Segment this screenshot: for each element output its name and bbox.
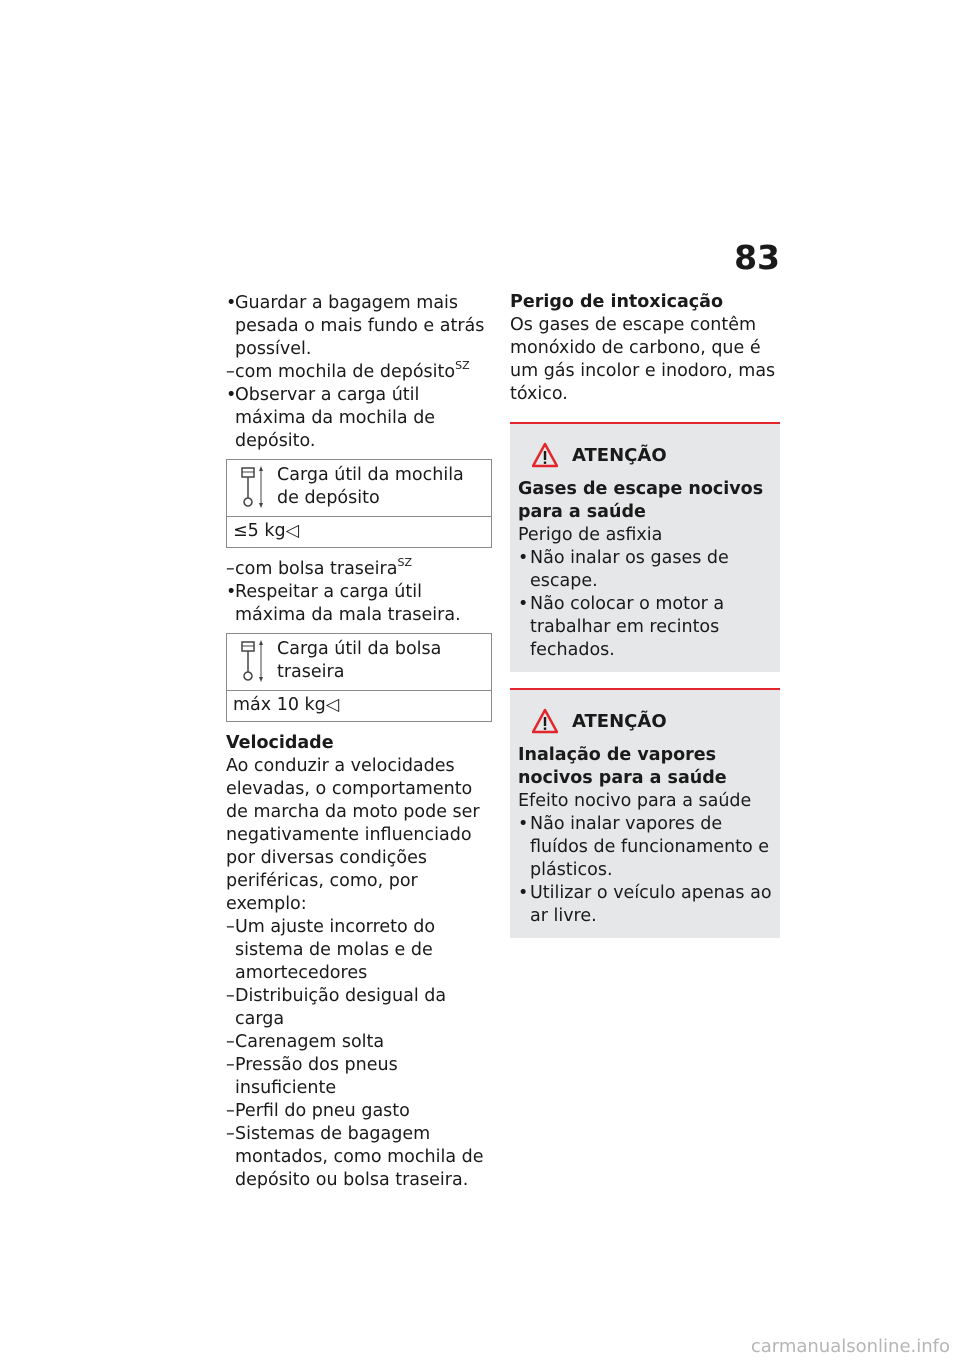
payload-weight-icon bbox=[233, 464, 271, 510]
dash-item: –Carenagem solta bbox=[226, 1032, 385, 1052]
dash-item: –Sistemas de bagagem montados, como mochila de depósito ou bolsa traseira. bbox=[226, 1124, 484, 1190]
warning-icon bbox=[532, 708, 558, 734]
warning-label: ATENÇÃO bbox=[572, 444, 667, 466]
warning-icon bbox=[532, 442, 558, 468]
left-column bbox=[226, 292, 492, 1192]
warning-subtitle: Gases de escape nocivos para a saúde bbox=[518, 479, 764, 522]
section-heading: Velocidade bbox=[226, 733, 334, 753]
dash-item: –Um ajuste incorreto do sistema de molas e de amortecedores bbox=[226, 917, 436, 983]
watermark-footer: carmanualsonline.info bbox=[750, 1336, 950, 1357]
dash-item: –Distribuição desigual da carga bbox=[226, 986, 447, 1029]
paragraph: Ao conduzir a velocidades elevadas, o comportamento de marcha da moto pode ser negativamente influenciado por diversas condições periféricas, como, por exemplo: bbox=[226, 756, 480, 914]
warning-description: Perigo de asfixia bbox=[518, 525, 663, 545]
bullet-item: •Guardar a bagagem mais pesada o mais fundo e atrás possível. bbox=[226, 293, 485, 359]
warning-item: •Não colocar o motor a trabalhar em recintos fechados. bbox=[518, 594, 725, 660]
warning-item: •Não inalar os gases de escape. bbox=[518, 548, 729, 591]
load-table-tank-bag bbox=[226, 459, 492, 548]
warning-item: •Utilizar o veículo apenas ao ar livre. bbox=[518, 883, 772, 926]
load-table-tail-bag bbox=[226, 633, 492, 722]
table-caption: Carga útil da mochila de depósito bbox=[277, 465, 464, 508]
warning-label: ATENÇÃO bbox=[572, 710, 667, 732]
bullet-item: •Respeitar a carga útil máxima da mala traseira. bbox=[226, 582, 461, 625]
dash-item: –com mochila de depósito$^{SZ}$ bbox=[226, 359, 470, 382]
table-caption: Carga útil da bolsa traseira bbox=[277, 639, 442, 682]
right-column bbox=[510, 291, 780, 938]
dash-item: –Pressão dos pneus insuficiente bbox=[226, 1055, 398, 1098]
warning-subtitle: Inalação de vapores nocivos para a saúde bbox=[518, 745, 727, 788]
payload-weight-icon bbox=[233, 638, 271, 684]
warning-item: •Não inalar vapores de fluídos de funcionamento e plásticos. bbox=[518, 814, 770, 880]
warning-box bbox=[510, 688, 780, 938]
table-value: máx 10 kg◁ bbox=[233, 695, 340, 715]
dash-item: –com bolsa traseira$^{SZ}$ bbox=[226, 556, 412, 579]
warning-box bbox=[510, 422, 780, 672]
paragraph: Os gases de escape contêm monóxido de carbono, que é um gás incolor e inodoro, mas tóxico. bbox=[510, 315, 776, 404]
section-heading: Perigo de intoxicação bbox=[510, 292, 723, 312]
dash-item: –Perfil do pneu gasto bbox=[226, 1101, 410, 1121]
bullet-item: •Observar a carga útil máxima da mochila de depósito. bbox=[226, 385, 436, 451]
warning-description: Efeito nocivo para a saúde bbox=[518, 791, 752, 811]
page-number: 83 bbox=[734, 238, 780, 277]
table-value: ≤5 kg◁ bbox=[233, 521, 300, 541]
